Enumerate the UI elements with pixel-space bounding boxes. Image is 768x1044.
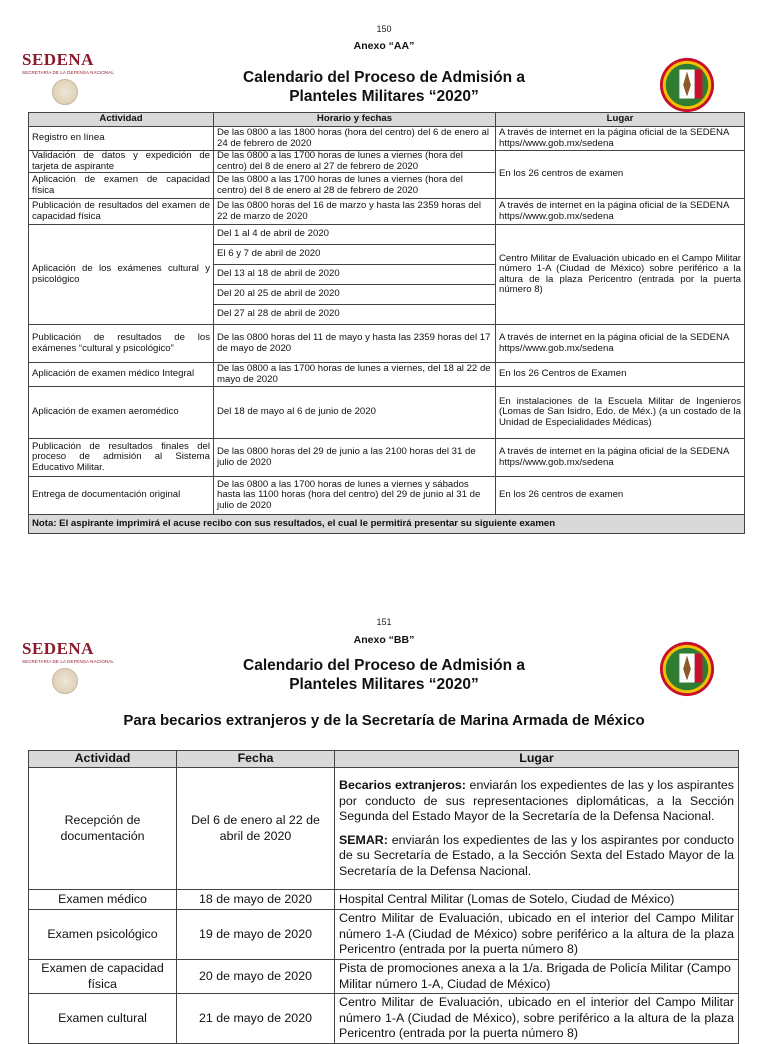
table-header-row xyxy=(29,113,745,127)
table-row xyxy=(29,225,745,245)
table-header-row xyxy=(29,751,739,768)
table-row xyxy=(29,910,739,960)
activity-cell: Examen cultural xyxy=(29,994,177,1044)
sedena-logo-subtext: SECRETARÍA DE LA DEFENSA NACIONAL xyxy=(22,659,114,664)
date-cell: El 6 y 7 de abril de 2020 xyxy=(214,245,496,265)
schedule-cell: De las 0800 a las 1700 horas de lunes a viernes (hora del centro) del 8 de enero al 28 de febrero de 2020 xyxy=(214,173,496,199)
schedule-cell: De las 0800 horas del 16 de marzo y hasta las 2359 horas del 22 de marzo de 2020 xyxy=(214,199,496,225)
becarios-text: enviarán los expedientes de las y los aspirantes por conducto de sus representaciones diplomáticas, a la Sección Segunda del Estado Mayor de la Secretaría de la Defensa Nacional. xyxy=(339,778,734,823)
date-cell: Del 27 al 28 de abril de 2020 xyxy=(214,305,496,325)
date-cell: 20 de mayo de 2020 xyxy=(177,960,335,994)
column-header-place: Lugar xyxy=(496,113,745,127)
schedule-cell: Del 18 de mayo al 6 de junio de 2020 xyxy=(214,387,496,439)
activity-cell: Examen de capacidad física xyxy=(29,960,177,994)
becarios-label: Becarios extranjeros: xyxy=(339,778,466,792)
place-cell: Centro Militar de Evaluación, ubicado en el interior del Campo Militar número 1-A (Ciudad de México) sobre periférico a la altura de la plaza Pericentro (entrada por la puerta número 8) xyxy=(335,910,739,960)
page-title xyxy=(0,656,768,694)
title-line-2: Planteles Militares “2020” xyxy=(289,88,479,105)
place-cell: Centro Militar de Evaluación, ubicado en el interior del Campo Militar número 1-A (Ciudad de México), sobre periférico a la altura de la plaza Pericentro (entrada por la puerta número 8) xyxy=(335,994,739,1044)
annex-label: Anexo “BB” xyxy=(353,634,415,646)
table-row xyxy=(29,960,739,994)
page-subtitle: Para becarios extranjeros y de la Secretaría de Marina Armada de México xyxy=(123,712,645,729)
place-cell: A través de internet en la página oficial de la SEDENA https//www.gob.mx/sedena xyxy=(496,127,745,151)
place-cell: En instalaciones de la Escuela Militar de Ingenieros (Lomas de San Isidro, Edo. de Méx.) (a un costado de la Unidad de Especialidades Médicas) xyxy=(496,387,745,439)
column-header-place: Lugar xyxy=(335,751,739,768)
page-title xyxy=(0,68,768,106)
page-number: 150 xyxy=(376,24,392,34)
table-row xyxy=(29,387,745,439)
date-cell: Del 1 al 4 de abril de 2020 xyxy=(214,225,496,245)
place-cell: En los 26 centros de examen xyxy=(496,477,745,515)
table-row xyxy=(29,127,745,151)
activity-cell: Aplicación de examen de capacidad física xyxy=(29,173,214,199)
title-line-2: Planteles Militares “2020” xyxy=(289,676,479,693)
schedule-cell: De las 0800 a las 1700 horas de lunes a viernes, del 18 al 22 de mayo de 2020 xyxy=(214,363,496,387)
activity-cell: Publicación de resultados del examen de capacidad física xyxy=(29,199,214,225)
place-cell: A través de internet en la página oficial de la SEDENA https//www.gob.mx/sedena xyxy=(496,325,745,363)
activity-cell: Examen psicológico xyxy=(29,910,177,960)
place-cell: En los 26 centros de examen xyxy=(496,151,745,199)
activity-cell: Publicación de resultados de los exámenes “cultural y psicológico” xyxy=(29,325,214,363)
column-header-date: Fecha xyxy=(177,751,335,768)
sedena-logo-subtext: SECRETARÍA DE LA DEFENSA NACIONAL xyxy=(22,70,114,75)
table-row xyxy=(29,151,745,173)
activity-cell: Entrega de documentación original xyxy=(29,477,214,515)
foreign-semar-calendar-table xyxy=(28,750,739,1044)
schedule-cell: De las 0800 a las 1800 horas (hora del centro) del 6 de enero al 24 de febrero de 2020 xyxy=(214,127,496,151)
schedule-cell: De las 0800 a las 1700 horas de lunes a viernes y sábados hasta las 1100 horas (hora del centro) del 29 de junio al 31 de julio de 2020 xyxy=(214,477,496,515)
activity-cell: Recepción de documentación xyxy=(29,768,177,890)
place-cell: Centro Militar de Evaluación ubicado en el Campo Militar número 1-A (Ciudad de México) sobre periférico a la altura de la plaza Pericentro (entrada por la puerta número 8) xyxy=(496,225,745,325)
activity-cell: Examen médico xyxy=(29,890,177,910)
activity-cell: Publicación de resultados finales del proceso de admisión al Sistema Educativo Militar. xyxy=(29,439,214,477)
date-cell: 19 de mayo de 2020 xyxy=(177,910,335,960)
activity-cell: Aplicación de examen aeromédico xyxy=(29,387,214,439)
annex-label: Anexo “AA” xyxy=(353,40,415,52)
place-cell: Hospital Central Militar (Lomas de Sotelo, Ciudad de México) xyxy=(335,890,739,910)
semar-paragraph xyxy=(339,833,734,880)
page-number: 151 xyxy=(376,617,392,627)
table-note: Nota: El aspirante imprimirá el acuse recibo con sus resultados, el cual le permitirá presentar su siguiente examen xyxy=(29,515,745,534)
table-row xyxy=(29,768,739,890)
place-cell xyxy=(335,768,739,890)
sedena-logo-text: SEDENA xyxy=(22,639,94,658)
place-cell: Pista de promociones anexa a la 1/a. Brigada de Policía Militar (Campo Militar número 1-A, Ciudad de México) xyxy=(335,960,739,994)
table-row xyxy=(29,994,739,1044)
table-row xyxy=(29,199,745,225)
activity-cell: Validación de datos y expedición de tarjeta de aspirante xyxy=(29,151,214,173)
table-row xyxy=(29,890,739,910)
military-shield-icon xyxy=(658,640,716,703)
date-cell: Del 6 de enero al 22 de abril de 2020 xyxy=(177,768,335,890)
date-cell: Del 20 al 25 de abril de 2020 xyxy=(214,285,496,305)
military-shield-icon xyxy=(658,56,716,119)
table-row xyxy=(29,325,745,363)
table-row xyxy=(29,477,745,515)
date-cell: 18 de mayo de 2020 xyxy=(177,890,335,910)
column-header-activity: Actividad xyxy=(29,751,177,768)
place-cell: A través de internet en la página oficial de la SEDENA https//www.gob.mx/sedena xyxy=(496,199,745,225)
place-cell: A través de internet en la página oficial de la SEDENA https//www.gob.mx/sedena xyxy=(496,439,745,477)
date-cell: Del 13 al 18 de abril de 2020 xyxy=(214,265,496,285)
becarios-paragraph xyxy=(339,778,734,825)
schedule-cell: De las 0800 horas del 29 de junio a las 2100 horas del 31 de julio de 2020 xyxy=(214,439,496,477)
date-cell: 21 de mayo de 2020 xyxy=(177,994,335,1044)
note-row xyxy=(29,515,745,534)
activity-cell: Aplicación de los exámenes cultural y psicológico xyxy=(29,225,214,325)
admission-calendar-table xyxy=(28,112,745,534)
place-cell: En los 26 Centros de Examen xyxy=(496,363,745,387)
column-header-activity: Actividad xyxy=(29,113,214,127)
schedule-cell: De las 0800 horas del 11 de mayo y hasta las 2359 horas del 17 de mayo de 2020 xyxy=(214,325,496,363)
column-header-schedule: Horario y fechas xyxy=(214,113,496,127)
table-row xyxy=(29,363,745,387)
semar-label: SEMAR: xyxy=(339,832,388,847)
sedena-logo-text: SEDENA xyxy=(22,50,94,69)
title-line-1: Calendario del Proceso de Admisión a xyxy=(243,69,525,86)
activity-cell: Registro en línea xyxy=(29,127,214,151)
table-row xyxy=(29,439,745,477)
semar-text: enviarán los expedientes de las y los aspirantes por conducto de su Secretaría de Estado, a la Sección Sexta del Estado Mayor de la Secretaría de la Defensa Nacional. xyxy=(339,832,734,878)
activity-cell: Aplicación de examen médico Integral xyxy=(29,363,214,387)
title-line-1: Calendario del Proceso de Admisión a xyxy=(243,657,525,674)
schedule-cell: De las 0800 a las 1700 horas de lunes a viernes (hora del centro) del 8 de enero al 27 de febrero de 2020 xyxy=(214,151,496,173)
